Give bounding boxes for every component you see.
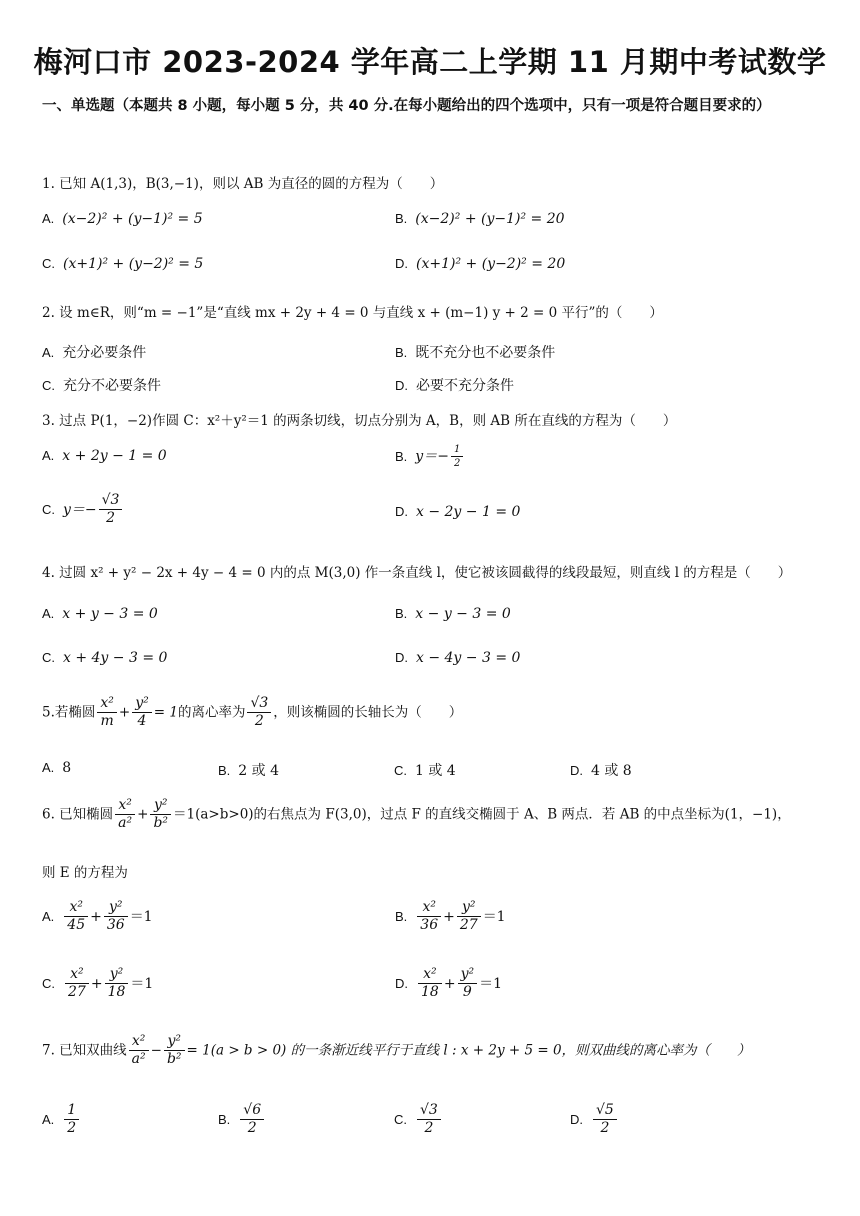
question-4-stem: 4. 过圆 x² + y² − 2x + 4y − 4 = 0 内的点 M(3,0) 作一条直线 l，使它被该圆截得的线段最短，则直线 l 的方程是（ ） [42,565,792,581]
question-7-stem: 7. 已知双曲线 $\frac{\text{x²}}{\text{a²}}$ − $\frac{\text{y²}}{\text{b²}}$ = 1(a > b > 0) 的一条渐近线平行于直线 l : x + 2y + 5 = 0，则双曲线的离心率为（ ） [42,1033,751,1068]
q1-option-b: B. (x−2)² + (y−1)² = 20 [395,211,565,227]
question-1-stem: 1. 已知 A(1,3)，B(3,−1)，则以 AB 为直径的圆的方程为（ ） [42,176,444,192]
q6-option-d: D. $\frac{\text{x²}}{18}$ + $\frac{\text{y²}}{9}$ ＝1 [395,966,503,1001]
q5-option-d: D. 4 或 8 [570,763,632,779]
question-2-stem: 2. 设 m∈R，则“m = −1”是“直线 mx + 2y + 4 = 0 与直线 x + (m−1) y + 2 = 0 平行”的（ ） [42,305,663,321]
q2-option-b: B. 既不充分也不必要条件 [395,345,556,361]
q2-option-a: A. 充分必要条件 [42,345,147,361]
q5-option-c: C. 1 或 4 [394,763,456,779]
q5-option-b: B. 2 或 4 [218,763,280,779]
q6-option-c: C. $\frac{\text{x²}}{27}$ + $\frac{\text{y²}}{18}$ ＝1 [42,966,154,1001]
q3-option-a: A. x + 2y − 1 = 0 [42,448,167,464]
q4-option-a: A. x + y − 3 = 0 [42,606,158,622]
q6-option-a: A. $\frac{\text{x²}}{45}$ + $\frac{\text{y²}}{36}$ ＝1 [42,899,153,934]
q7-option-a: A. $\frac{1}{2}$ [42,1103,81,1137]
page-title: 梅河口市 2023-2024 学年高二上学期 11 月期中考试数学 [33,45,827,79]
question-3-stem: 3. 过点 P(1，−2)作圆 C：x²＋y²＝1 的两条切线，切点分别为 A，B，则 AB 所在直线的方程为（ ） [42,413,677,429]
q1-option-a: A. (x−2)² + (y−1)² = 5 [42,211,203,227]
q3-option-d: D. x − 2y − 1 = 0 [395,504,521,520]
q4-option-b: B. x − y − 3 = 0 [395,606,511,622]
q2-option-d: D. 必要不充分条件 [395,378,514,394]
question-6-stem: 6. 已知椭圆 $\frac{\text{x²}}{\text{a²}}$ + $\frac{\text{y²}}{\text{b²}}$ ＝1(a>b>0)的右焦点为 F(3,0)，过点 F 的直线交椭圆于 A、B 两点．若 AB 的中点坐标为(1，−1)， [42,797,791,832]
question-5-stem: 5.若椭圆 $\frac{\text{x²}}{m}$ + $\frac{\text{y²}}{4}$ = 1的离心率为 $\frac{√3}{2}$ ，则该椭圆的长轴长为（ ） [42,695,463,730]
q6-option-b: B. $\frac{\text{x²}}{36}$ + $\frac{\text{y²}}{27}$ ＝1 [395,899,506,934]
q3-option-c: C. y＝− $\frac{√3}{2}$ [42,493,124,527]
q1-option-c: C. (x+1)² + (y−2)² = 5 [42,256,204,272]
q7-option-d: D. $\frac{√5}{2}$ [570,1103,619,1137]
section-heading: 一、单选题（本题共 8 小题，每小题 5 分，共 40 分.在每小题给出的四个选项中，只有一项是符合题目要求的） [42,98,771,114]
q2-option-c: C. 充分不必要条件 [42,378,161,394]
q4-option-d: D. x − 4y − 3 = 0 [395,650,521,666]
q4-option-c: C. x + 4y − 3 = 0 [42,650,168,666]
q7-option-b: B. $\frac{√6}{2}$ [218,1103,266,1137]
q3-option-b: B. y＝− $\frac{1}{2}$ [395,444,465,469]
q1-option-d: D. (x+1)² + (y−2)² = 20 [395,256,566,272]
q5-option-a: A. 8 [42,760,72,776]
question-6-stem-line2: 则 E 的方程为 [42,865,128,881]
q7-option-c: C. $\frac{√3}{2}$ [394,1103,443,1137]
